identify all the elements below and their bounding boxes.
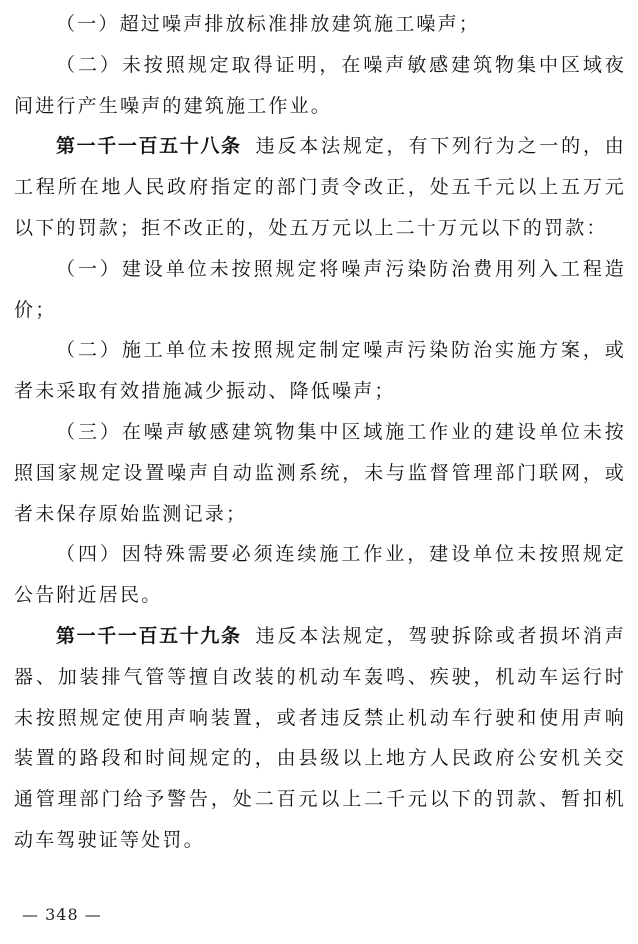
paragraph-text: 违反本法规定，驾驶拆除或者损坏消声器、加装排气管等擅自改装的机动车轰鸣、疾驶，机动车运行时未按照规定使用声响装置，或者违反禁止机动车行驶和使用声响装置的路段和时间规定的，由县级以上地方人民政府公安机关交通管理部门给予警告，处二百元以上二千元以下的罚款、暂扣机动车驾驶证等处罚。 xyxy=(14,624,626,851)
paragraph-text: （三）在噪声敏感建筑物集中区域施工作业的建设单位未按照国家规定设置噪声自动监测系统，未与监督管理部门联网，或者未保存原始监测记录； xyxy=(14,420,626,525)
paragraph-item-3 xyxy=(14,249,626,331)
paragraph-item-2 xyxy=(14,45,626,127)
article-number: 第一千一百五十九条 xyxy=(56,624,242,647)
paragraph-text: （二）未按照规定取得证明，在噪声敏感建筑物集中区域夜间进行产生噪声的建筑施工作业。 xyxy=(14,53,626,117)
document-body xyxy=(14,4,626,861)
article-number: 第一千一百五十八条 xyxy=(56,135,242,158)
paragraph-text: 违反本法规定，有下列行为之一的，由工程所在地人民政府指定的部门责令改正，处五千元以上五万元以下的罚款；拒不改正的，处五万元以上二十万元以下的罚款： xyxy=(14,135,626,239)
paragraph-item-1 xyxy=(14,4,626,45)
paragraph-text: （一）超过噪声排放标准排放建筑施工噪声； xyxy=(56,13,481,35)
paragraph-item-6 xyxy=(14,534,626,616)
paragraph-item-4 xyxy=(14,330,626,412)
article-1158 xyxy=(14,126,626,248)
article-1159 xyxy=(14,616,626,861)
paragraph-text: （四）因特殊需要必须连续施工作业，建设单位未按照规定公告附近居民。 xyxy=(14,543,626,607)
paragraph-text: （二）施工单位未按照规定制定噪声污染防治实施方案，或者未采取有效措施减少振动、降低噪声； xyxy=(14,339,626,403)
paragraph-text: （一）建设单位未按照规定将噪声污染防治费用列入工程造价； xyxy=(14,257,626,321)
page-number: — 348 — xyxy=(22,905,102,924)
paragraph-item-5 xyxy=(14,412,626,534)
